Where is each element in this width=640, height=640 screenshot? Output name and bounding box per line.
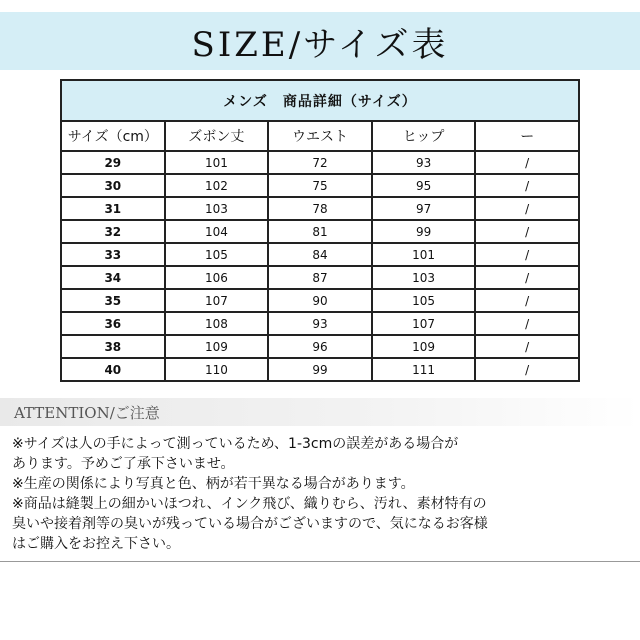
length-cell: 103 (165, 197, 269, 220)
hip-cell: 101 (372, 243, 476, 266)
length-cell: 104 (165, 220, 269, 243)
length-cell: 108 (165, 312, 269, 335)
dash-cell: / (475, 289, 579, 312)
note-line: あります。予めご了承下さいませ。 (12, 456, 235, 472)
waist-cell: 84 (268, 243, 372, 266)
waist-cell: 99 (268, 358, 372, 381)
table-row (61, 358, 579, 381)
waist-cell: 75 (268, 174, 372, 197)
attention-heading: ATTENTION/ご注意 (14, 403, 160, 422)
hip-cell: 97 (372, 197, 476, 220)
hip-cell: 99 (372, 220, 476, 243)
hip-cell: 111 (372, 358, 476, 381)
note-line: ※生産の関係により写真と色、柄が若干異なる場合があります。 (12, 476, 415, 492)
hip-cell: 103 (372, 266, 476, 289)
hip-cell: 95 (372, 174, 476, 197)
size-cell: 35 (61, 289, 165, 312)
waist-cell: 90 (268, 289, 372, 312)
table-row (61, 174, 579, 197)
table-row (61, 266, 579, 289)
attention-band (0, 398, 640, 426)
table-header-row (61, 121, 579, 151)
hip-cell: 93 (372, 151, 476, 174)
size-cell: 40 (61, 358, 165, 381)
column-header-dash: ー (475, 121, 579, 151)
note-line: ※商品は縫製上の細かいほつれ、インク飛び、織りむら、汚れ、素材特有の (12, 496, 487, 512)
table-row (61, 197, 579, 220)
page-title: SIZE/サイズ表 (191, 24, 449, 65)
waist-cell: 78 (268, 197, 372, 220)
dash-cell: / (475, 151, 579, 174)
length-cell: 110 (165, 358, 269, 381)
size-cell: 30 (61, 174, 165, 197)
length-cell: 101 (165, 151, 269, 174)
dash-cell: / (475, 358, 579, 381)
dash-cell: / (475, 220, 579, 243)
note-line: はご購入をお控え下さい。 (12, 536, 180, 552)
size-cell: 34 (61, 266, 165, 289)
column-header-length: ズボン丈 (165, 121, 269, 151)
table-caption-row (61, 80, 579, 121)
column-header-hip: ヒップ (372, 121, 476, 151)
waist-cell: 93 (268, 312, 372, 335)
column-header-waist: ウエスト (268, 121, 372, 151)
dash-cell: / (475, 312, 579, 335)
length-cell: 105 (165, 243, 269, 266)
size-cell: 29 (61, 151, 165, 174)
title-band (0, 12, 640, 70)
notes-block (12, 434, 632, 554)
hip-cell: 109 (372, 335, 476, 358)
divider (0, 561, 640, 562)
length-cell: 107 (165, 289, 269, 312)
table-row (61, 289, 579, 312)
length-cell: 102 (165, 174, 269, 197)
dash-cell: / (475, 174, 579, 197)
hip-cell: 107 (372, 312, 476, 335)
table-row (61, 335, 579, 358)
column-header-size: サイズ（cm） (61, 121, 165, 151)
table-row (61, 220, 579, 243)
size-cell: 36 (61, 312, 165, 335)
hip-cell: 105 (372, 289, 476, 312)
table-row (61, 243, 579, 266)
waist-cell: 81 (268, 220, 372, 243)
size-cell: 38 (61, 335, 165, 358)
waist-cell: 87 (268, 266, 372, 289)
table-row (61, 312, 579, 335)
length-cell: 106 (165, 266, 269, 289)
dash-cell: / (475, 335, 579, 358)
table-caption: メンズ 商品詳細（サイズ） (61, 80, 579, 121)
length-cell: 109 (165, 335, 269, 358)
note-line: ※サイズは人の手によって測っているため、1-3cmの誤差がある場合が (12, 436, 459, 452)
size-cell: 33 (61, 243, 165, 266)
waist-cell: 96 (268, 335, 372, 358)
size-cell: 31 (61, 197, 165, 220)
waist-cell: 72 (268, 151, 372, 174)
size-cell: 32 (61, 220, 165, 243)
table-row (61, 151, 579, 174)
dash-cell: / (475, 197, 579, 220)
dash-cell: / (475, 266, 579, 289)
dash-cell: / (475, 243, 579, 266)
note-line: 臭いや接着剤等の臭いが残っている場合がございますので、気になるお客様 (12, 516, 488, 532)
size-table (60, 79, 580, 382)
